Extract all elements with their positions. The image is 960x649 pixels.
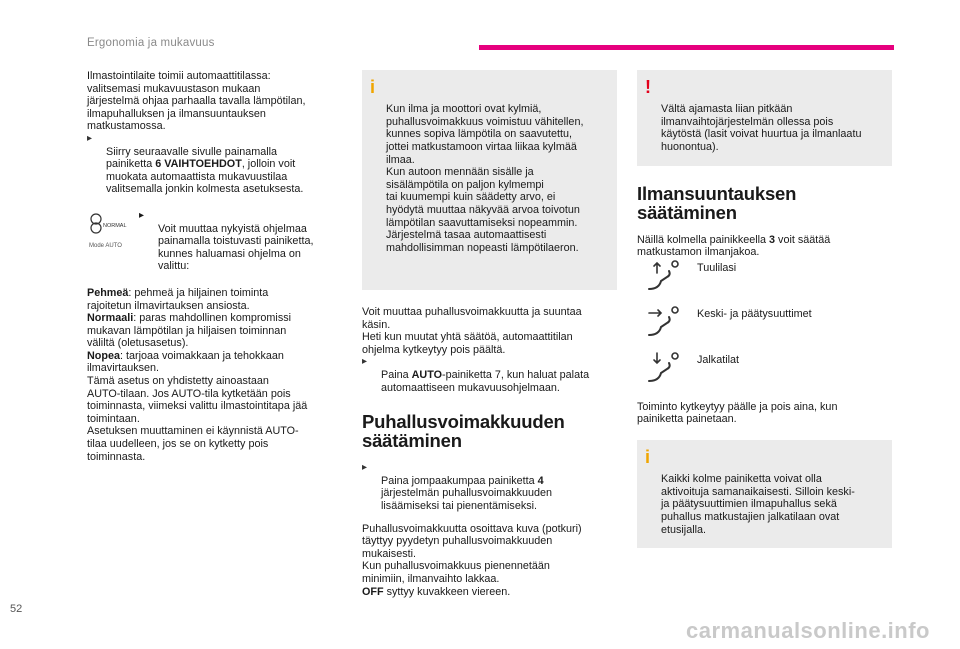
fan-button-pre: Paina jompaakumpaa painiketta bbox=[381, 474, 538, 487]
column-2 bbox=[362, 70, 617, 598]
auto-return-bold: AUTO bbox=[411, 368, 443, 381]
vent-footwell-label: Jalkatilat bbox=[697, 353, 740, 366]
fan-button-bold: 4 bbox=[537, 474, 544, 487]
central-vents-airflow-icon bbox=[645, 305, 691, 343]
bullet-marker-icon: ▸ bbox=[87, 132, 93, 144]
mode-fast-text: : tarjoaa voimakkaan ja tehokkaan ilmavirtauksen. bbox=[87, 349, 284, 375]
column-3 bbox=[637, 70, 892, 548]
bullet-text-pre: Siirry seuraavalle sivulle painamalla painiketta bbox=[106, 145, 278, 171]
off-label: OFF bbox=[362, 585, 384, 598]
cold-start-note-text: Kun ilma ja moottori ovat kylmiä, puhallusvoimakkuus voimistuu vähitellen, kunnes sopiva lämpötila on saavutettu, jottei matkustamoon virtaa liikaa kylmää ilmaa. Kun autoon mennään sisälle ja sisälämpötila on paljon kylmempi tai kuumempi kuin säädetty arvo, ei hyödytä muuttaa näkyvää arvoa toivotun lämpötilan saavuttamiseksi nopeammin. Järjestelmä tasaa automaattisesti mahdollisimman nopeasti lämpötilaeron. bbox=[386, 103, 584, 254]
section-title: Ergonomia ja mukavuus bbox=[87, 37, 215, 49]
info-icon: i bbox=[370, 77, 376, 97]
ventilation-warning-text: Vältä ajamasta liian pitkään ilmanvaihtojärjestelmän ollessa pois käytöstä (lasit voivat huurtua ja ilmanlaatu huonontua). bbox=[661, 103, 862, 153]
toggle-text: Toiminto kytkeytyy päälle ja pois aina, kun painiketta painetaan. bbox=[637, 400, 838, 426]
mode-instruction bbox=[139, 210, 342, 273]
options-bullet bbox=[87, 133, 342, 196]
auto-return-bullet bbox=[362, 356, 617, 394]
info-icon: i bbox=[645, 446, 651, 467]
manual-adjust-text: Voit muuttaa puhallusvoimakkuutta ja suuntaa käsin. Heti kun muutat yhtä säätöä, automaattitilan ohjelma kytkeytyy pois päältä. bbox=[362, 306, 582, 356]
warning-icon: ! bbox=[645, 77, 651, 97]
vent-windscreen-row bbox=[645, 259, 892, 305]
cold-start-note bbox=[362, 70, 617, 290]
auto-mode-intro: Ilmastointilaite toimii automaattitilassa: valitsemasi mukavuustason mukaan järjestelmä ohjaa parhaalla tavalla lämpötilan, ilmapuhalluksen ja ilmansuuntauksen matkustamossa. bbox=[87, 70, 306, 133]
air-intro-pre: Näillä kolmella painikkeella bbox=[637, 233, 770, 246]
mode-fast bbox=[87, 350, 342, 375]
priority-note-text: Kaikki kolme painiketta voivat olla aktivoituja samanaikaisesti. Silloin keski- ja päätysuuttimien ilmapuhallus sekä puhallus matkustajien jalkatilaan ovat etusijalla. bbox=[661, 473, 855, 536]
air-distribution-intro bbox=[637, 234, 892, 259]
vent-central-label: Keski- ja päätysuuttimet bbox=[697, 307, 812, 320]
mode-fast-name: Nopea bbox=[87, 349, 120, 362]
mode-auto-row bbox=[87, 210, 342, 273]
auto-return-post: -painiketta 7, kun haluat palata automaattiseen mukavuusohjelmaan. bbox=[381, 368, 590, 394]
air-intro-bold: 3 bbox=[769, 233, 776, 246]
priority-note bbox=[637, 440, 892, 548]
auto-return-pre: Paina bbox=[381, 368, 412, 381]
column-1 bbox=[87, 70, 342, 463]
ventilation-warning bbox=[637, 70, 892, 166]
mode-auto-icon bbox=[87, 210, 139, 250]
windscreen-airflow-icon bbox=[645, 259, 691, 297]
mode-icon-label: NORMAL bbox=[103, 222, 127, 229]
air-intro-post: voit säätää matkustamon ilmanjakoa. bbox=[637, 233, 831, 259]
fan-button-bullet bbox=[362, 462, 617, 512]
mode-instruction-text: Voit muuttaa nykyistä ohjelmaa painamalla toistuvasti painiketta, kunnes haluamasi ohjelma on valittu: bbox=[158, 222, 314, 273]
bullet-marker-icon: ▸ bbox=[362, 356, 368, 368]
bullet-text-bold: 6 VAIHTOEHDOT bbox=[155, 158, 242, 171]
mode-icon-caption: Mode AUTO bbox=[89, 242, 122, 249]
auto-mode-outro: Tämä asetus on yhdistetty ainoastaan AUTO-tilaan. Jos AUTO-tila kytketään pois toiminnasta, viimeksi valittu ilmastointitapa jää toimintaan. Asetuksen muuttaminen ei käynnistä AUTO- tilaa uudelleen, jos se on kytketty pois toiminnasta. bbox=[87, 375, 308, 463]
off-text: syttyy kuvakkeen viereen. bbox=[383, 585, 511, 598]
footwell-airflow-icon bbox=[645, 351, 691, 389]
air-distribution-heading: Ilmansuuntauksen säätäminen bbox=[637, 182, 797, 223]
page-number: 52 bbox=[10, 603, 23, 615]
mode-soft bbox=[87, 287, 342, 312]
fan-button-post: järjestelmän puhallusvoimakkuuden lisäämiseksi tai pienentämiseksi. bbox=[381, 487, 553, 512]
mode-normal-name: Normaali bbox=[87, 312, 134, 325]
bullet-text-post: , jolloin voit muokata automaattista mukavuustilaa valitsemalla jonkin kolmesta asetuksesta. bbox=[106, 158, 304, 196]
bullet-marker-icon: ▸ bbox=[362, 462, 368, 474]
fan-speed-heading: Puhallusvoimakkuuden säätäminen bbox=[362, 411, 565, 452]
mode-normal bbox=[87, 312, 342, 350]
vent-central-row bbox=[645, 305, 892, 351]
header-accent-bar bbox=[479, 45, 894, 50]
fan-indicator-body: Puhallusvoimakkuutta osoittava kuva (potkuri) täyttyy pyydetyn puhallusvoimakkuuden mukaisesti. Kun puhallusvoimakkuus pienennetään minimiin, ilmanvaihto lakkaa. bbox=[362, 522, 582, 585]
vent-windscreen-label: Tuulilasi bbox=[697, 261, 737, 274]
mode-soft-text: : pehmeä ja hiljainen toiminta rajoitetun ilmavirtauksen ansiosta. bbox=[87, 286, 269, 312]
fan-indicator-text bbox=[362, 523, 617, 599]
bullet-marker-icon: ▸ bbox=[139, 209, 145, 221]
mode-soft-name: Pehmeä bbox=[87, 286, 129, 299]
mode-normal-text: : paras mahdollinen kompromissi mukavan lämpötilan ja hiljaisen toiminnan väliltä (oletusasetus). bbox=[87, 312, 292, 350]
vent-footwell-row bbox=[645, 351, 892, 397]
watermark: carmanualsonline.info bbox=[686, 618, 930, 643]
